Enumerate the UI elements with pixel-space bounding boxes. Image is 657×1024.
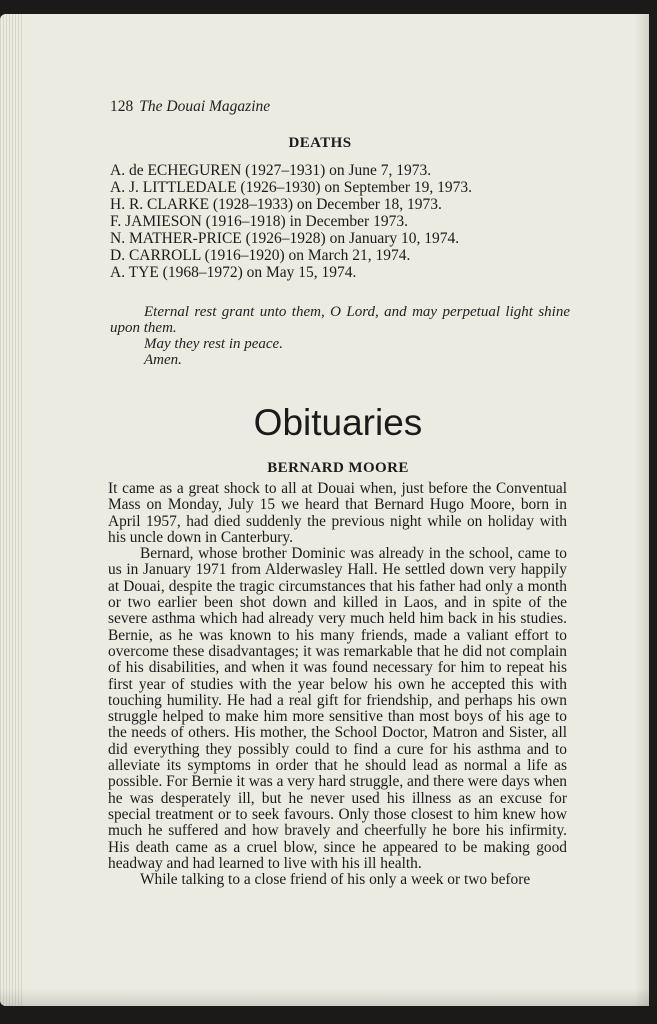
- death-entry: H. R. CLARKE (1928–1933) on December 18, 1973.: [110, 196, 442, 213]
- page-stack-edge: [0, 14, 24, 1006]
- death-entry: A. J. LITTLEDALE (1926–1930) on September 19, 1973.: [110, 179, 473, 196]
- prayer-line: May they rest in peace.: [144, 336, 283, 352]
- obituary-paragraph: While talking to a close friend of his only a week or two before: [140, 871, 531, 889]
- magazine-title: The Douai Magazine: [139, 98, 271, 115]
- page-bottom-shadow: [0, 988, 657, 1006]
- running-head: [110, 98, 270, 116]
- prayer-block: [110, 304, 570, 368]
- magazine-page: [0, 14, 657, 1006]
- obituary-subject: BERNARD MOORE: [267, 460, 409, 476]
- death-entry: A. TYE (1968–1972) on May 15, 1974.: [110, 264, 357, 281]
- obituary-body: [108, 481, 567, 888]
- page-number: 128: [110, 98, 134, 115]
- death-entry: F. JAMIESON (1916–1918) in December 1973.: [110, 213, 408, 230]
- book-spine: [649, 14, 657, 1006]
- death-entry: N. MATHER-PRICE (1926–1928) on January 10, 1974.: [110, 230, 460, 247]
- prayer-line: Amen.: [144, 352, 182, 368]
- deaths-list: [110, 162, 472, 281]
- death-entry: D. CARROLL (1916–1920) on March 21, 1974.: [110, 247, 411, 264]
- deaths-heading: DEATHS: [288, 135, 352, 151]
- death-entry: A. de ECHEGUREN (1927–1931) on June 7, 1973.: [110, 162, 432, 179]
- obituary-paragraph: It came as a great shock to all at Douai when, just before the Conventual Mass on Monday, July 15 we heard that Bernard Hugo Moore, born in April 1957, had died suddenly the previous night while on holiday with his uncle down in Canterbury.: [108, 480, 567, 546]
- prayer-line: Eternal rest grant unto them, O Lord, and may perpetual light shine upon them.: [110, 304, 570, 336]
- section-title: Obituaries: [253, 402, 423, 443]
- obituary-paragraph: Bernard, whose brother Dominic was already in the school, came to us in January 1971 from Alderwasley Hall. He settled down very happily at Douai, despite the tragic circumstances that his father had only a month or two earlier been shot down and killed in Laos, and in spite of the severe asthma which had already very much held him back in his studies. Bernie, as he was known to his many friends, made a valiant effort to overcome these disadvantages; it was remarkable that he did not complain of his disabilities, and when it was found necessary for him to repeat his first year of studies with the year below his own he accepted this with touching humility. He had a real gift for friendship, and perhaps his own struggle helped to make him more sensitive than most boys of his age to the needs of others. His mother, the School Doctor, Matron and Sister, all did everything they possibly could to find a cure for his asthma and to alleviate its symptoms in order that he should lead as normal a life as possible. For Bernie it was a very hard struggle, and there were days when he was desperately ill, but he never used his illness as an excuse for special treatment or to seek favours. Only those closest to him knew how much he suffered and how bravely and cheerfully he bore his infirmity. His death came as a cruel blow, since he appeared to be making good headway and had learned to live with his ill health.: [108, 545, 567, 872]
